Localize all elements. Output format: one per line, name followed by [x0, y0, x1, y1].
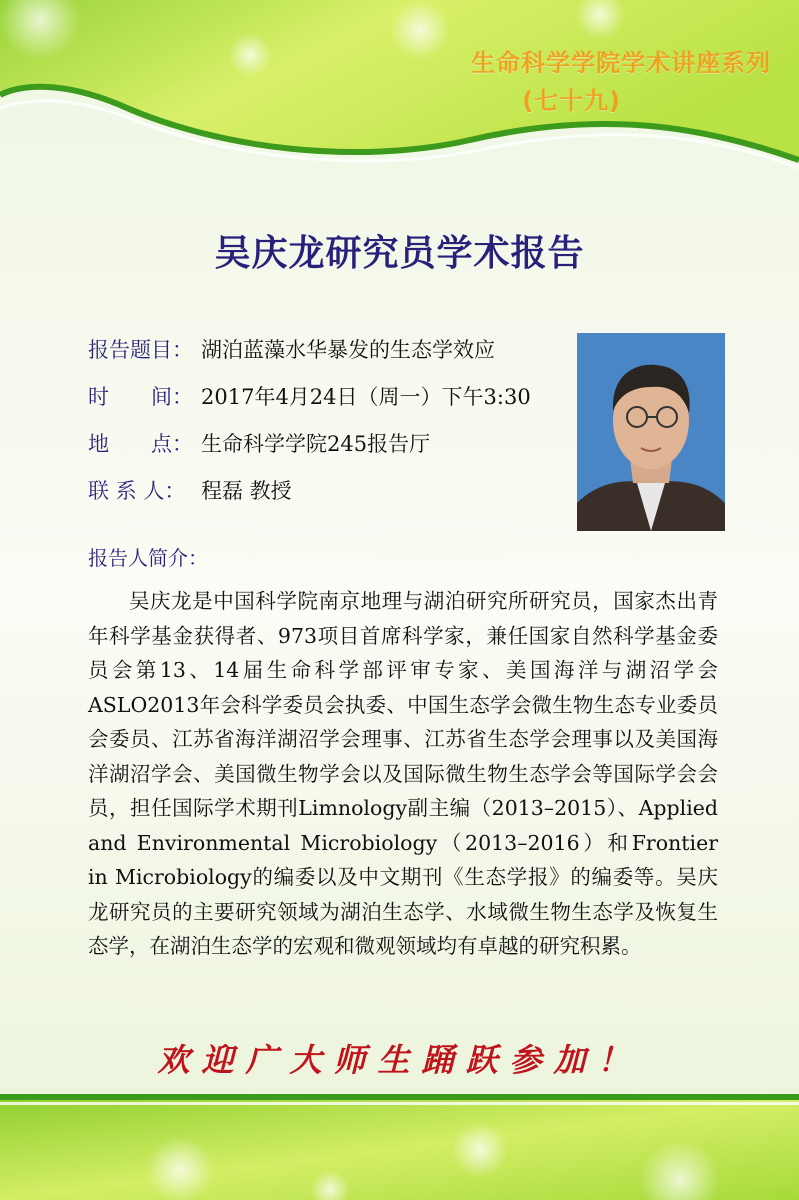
place-label: 地 点： — [88, 432, 193, 456]
time-label: 时 间： — [88, 385, 193, 409]
series-title: 生命科学学院学术讲座系列 — [471, 49, 771, 77]
bio-text: 吴庆龙是中国科学院南京地理与湖泊研究所研究员，国家杰出青年科学基金获得者、973项目首席科学家，兼任国家自然科学基金委员会第13、14届生命科学部评审专家、美国海洋与湖沼学会ASLO2013年会科学委员会执委、中国生态学会微生物生态专业委员会委员、江苏省海洋湖沼学会理事、江苏省生态学会理事以及美国海洋湖沼学会、美国微生物学会以及国际微生物生态学会等国际学会会员，担任国际学术期刊Limnology副主编（2013–2015）、Applied and Environmental Microbiology（2013–2016）和Frontier in Microbiology的编委以及中文期刊《生态学报》的编委等。吴庆龙研究员的主要研究领域为湖泊生态学、水域微生物生态学及恢复生态学，在湖泊生态学的宏观和微观领域均有卓越的研究积累。 — [88, 589, 718, 958]
contact-label: 联 系 人： — [88, 479, 186, 503]
time-row — [88, 380, 531, 427]
topic-value: 湖泊蓝藻水华暴发的生态学效应 — [201, 338, 495, 362]
bio-heading: 报告人简介： — [88, 546, 208, 570]
lecture-series-header — [0, 44, 771, 120]
place-value: 生命科学学院245报告厅 — [201, 432, 431, 456]
report-info — [88, 333, 531, 521]
contact-value: 程磊 教授 — [201, 479, 292, 503]
topic-label: 报告题目： — [88, 338, 193, 362]
report-title: 吴庆龙研究员学术报告 — [214, 233, 585, 274]
speaker-photo — [577, 333, 725, 531]
time-value: 2017年4月24日（周一）下午3:30 — [201, 385, 531, 409]
contact-row — [88, 474, 531, 521]
topic-row — [88, 333, 531, 380]
series-number: (七十九) — [522, 87, 621, 115]
place-row — [88, 427, 531, 474]
welcome-message: 欢迎广大师生踊跃参加！ — [157, 1041, 642, 1079]
